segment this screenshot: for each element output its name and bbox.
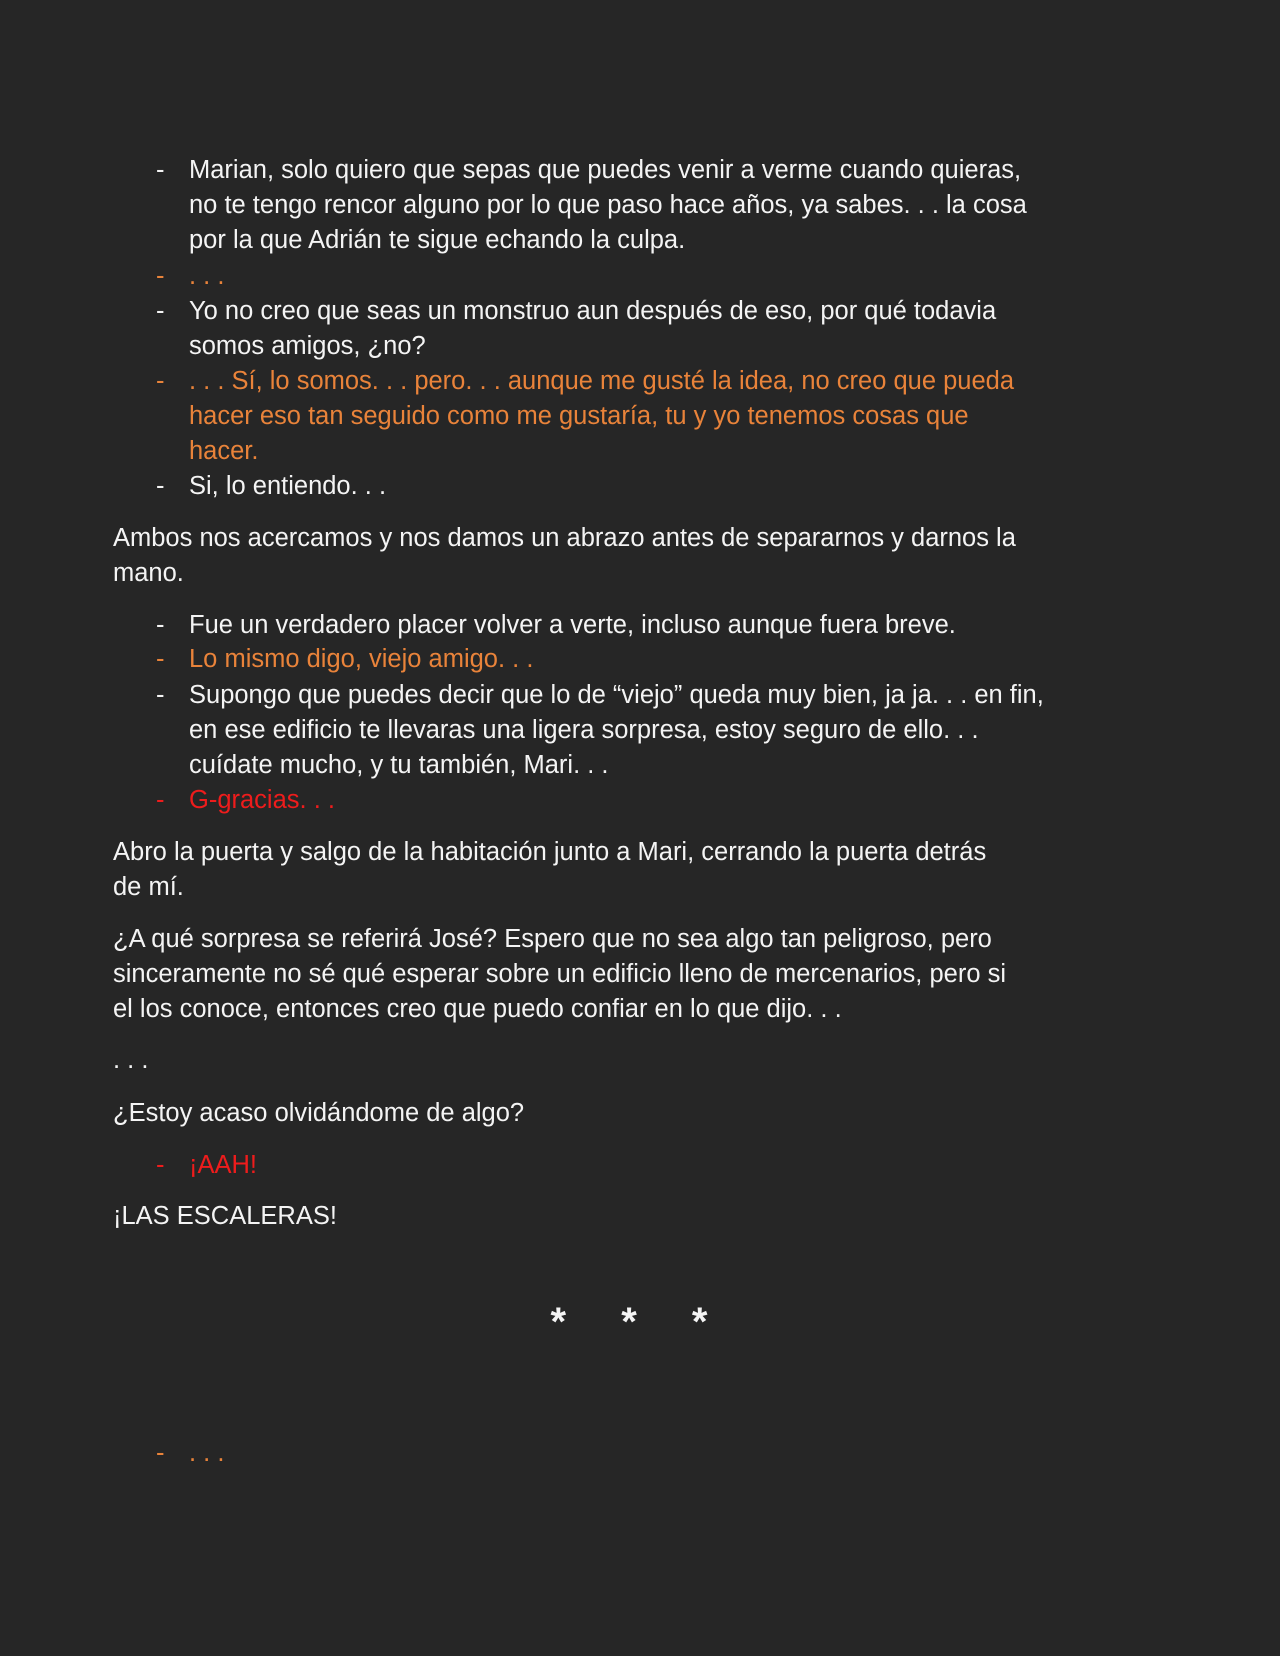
text-line: . . .: [189, 1439, 225, 1467]
narration-paragraph: [113, 835, 986, 905]
text-line: no te tengo rencor alguno por lo que paso hace años, ya sabes. . . la cosa: [189, 191, 1027, 219]
dialogue-dash: -: [156, 262, 165, 290]
text-line: Marian, solo quiero que sepas que puedes venir a verme cuando quieras,: [189, 156, 1022, 184]
text-line: Yo no creo que seas un monstruo aun después de eso, por qué todavia: [189, 297, 997, 325]
text-line: . . . Sí, lo somos. . . pero. . . aunque me gusté la idea, no creo que pueda: [189, 367, 1015, 395]
text-line: Ambos nos acercamos y nos damos un abrazo antes de separarnos y darnos la: [113, 524, 1016, 552]
text-line: de mí.: [113, 873, 184, 901]
text-line: en ese edificio te llevaras una ligera sorpresa, estoy seguro de ello. . .: [189, 716, 979, 744]
text-line: G-gracias. . .: [189, 786, 335, 814]
dialogue-dash: -: [156, 1439, 165, 1467]
text-line: hacer eso tan seguido como me gustaría, tu y yo tenemos cosas que: [189, 402, 969, 430]
dialogue-dash: -: [156, 367, 165, 395]
text-line: Fue un verdadero placer volver a verte, incluso aunque fuera breve.: [189, 611, 956, 639]
narration-paragraph: [113, 1043, 148, 1078]
text-line: Abro la puerta y salgo de la habitación junto a Mari, cerrando la puerta detrás: [113, 838, 987, 866]
narration-paragraph: [113, 1096, 524, 1131]
narration-paragraph: [113, 1199, 337, 1234]
text-line: hacer.: [189, 437, 259, 465]
text-line: Supongo que puedes decir que lo de “viejo” queda muy bien, ja ja. . . en fin,: [189, 681, 1044, 709]
dialogue-dash: -: [156, 297, 165, 325]
text-line: . . .: [113, 1046, 149, 1074]
text-line: ¡LAS ESCALERAS!: [113, 1202, 337, 1230]
scene-separator: * * *: [550, 1300, 730, 1344]
text-line: ¿A qué sorpresa se referirá José? Espero que no sea algo tan peligroso, pero: [113, 925, 992, 953]
dialogue-dash: -: [156, 1151, 165, 1179]
text-line: por la que Adrián te sigue echando la culpa.: [189, 226, 686, 254]
dialogue-dash: -: [156, 156, 165, 184]
text-line: Si, lo entiendo. . .: [189, 472, 387, 500]
dialogue-dash: -: [156, 786, 165, 814]
text-line: sinceramente no sé qué esperar sobre un edificio lleno de mercenarios, pero si: [113, 960, 1006, 988]
text-line: ¿Estoy acaso olvidándome de algo?: [113, 1099, 525, 1127]
narration-paragraph: [113, 922, 1006, 1027]
dialogue-dash: -: [156, 611, 165, 639]
text-line: mano.: [113, 559, 184, 587]
narration-paragraph: [113, 521, 1016, 591]
text-line: cuídate mucho, y tu también, Mari. . .: [189, 751, 609, 779]
dialogue-dash: -: [156, 645, 165, 673]
dialogue-dash: -: [156, 472, 165, 500]
dialogue-dash: -: [156, 681, 165, 709]
text-line: somos amigos, ¿no?: [189, 332, 426, 360]
text-line: . . .: [189, 262, 225, 290]
text-line: el los conoce, entonces creo que puedo confiar en lo que dijo. . .: [113, 995, 842, 1023]
text-line: Lo mismo digo, viejo amigo. . .: [189, 645, 534, 673]
text-line: ¡AAH!: [189, 1151, 258, 1179]
